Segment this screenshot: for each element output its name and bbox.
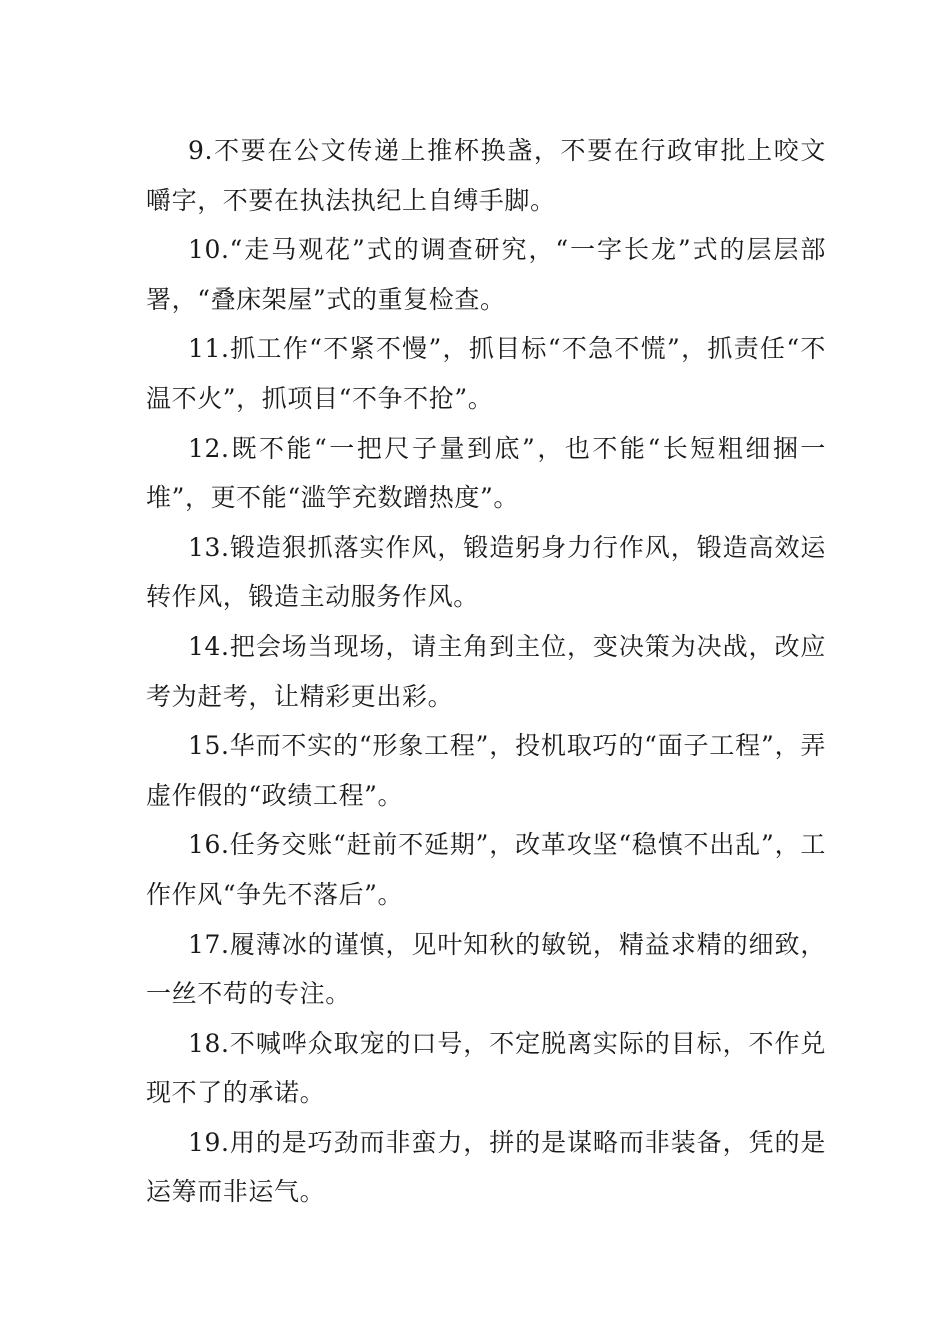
- paragraph-16: 16.任务交账“赶前不延期”，改革攻坚“稳慎不出乱”，工作作风“争先不落后”。: [146, 830, 826, 909]
- paragraph-9: 9.不要在公文传递上推杯换盏，不要在行政审批上咬文嚼字，不要在执法执纪上自缚手脚。: [146, 136, 826, 215]
- paragraph-14: 14.把会场当现场，请主角到主位，变决策为决战，改应考为赶考，让精彩更出彩。: [146, 631, 826, 711]
- paragraph-10: 10.“走马观花”式的调查研究，“一字长龙”式的层层部署，“叠床架屋”式的重复检查。: [146, 235, 826, 314]
- paragraph-17: 17.履薄冰的谨慎，见叶知秋的敏锐，精益求精的细致，一丝不苟的专注。: [146, 929, 826, 1009]
- paragraph-12: 12.既不能“一把尺子量到底”，也不能“长短粗细捆一堆”，更不能“滥竽充数蹭热度”。: [146, 433, 826, 513]
- paragraph-15: 15.华而不实的“形象工程”，投机取巧的“面子工程”，弄虚作假的“政绩工程”。: [146, 731, 826, 810]
- paragraph-13: 13.锻造狠抓落实作风，锻造躬身力行作风，锻造高效运转作风，锻造主动服务作风。: [146, 532, 826, 612]
- paragraph-11: 11.抓工作“不紧不慢”，抓目标“不急不慌”，抓责任“不温不火”，抓项目“不争不抢”。: [146, 334, 826, 413]
- paragraph-18: 18.不喊哗众取宠的口号，不定脱离实际的目标，不作兑现不了的承诺。: [146, 1028, 826, 1108]
- paragraph-19: 19.用的是巧劲而非蛮力，拼的是谋略而非装备，凭的是运筹而非运气。: [146, 1127, 826, 1207]
- document-body: [146, 126, 826, 1217]
